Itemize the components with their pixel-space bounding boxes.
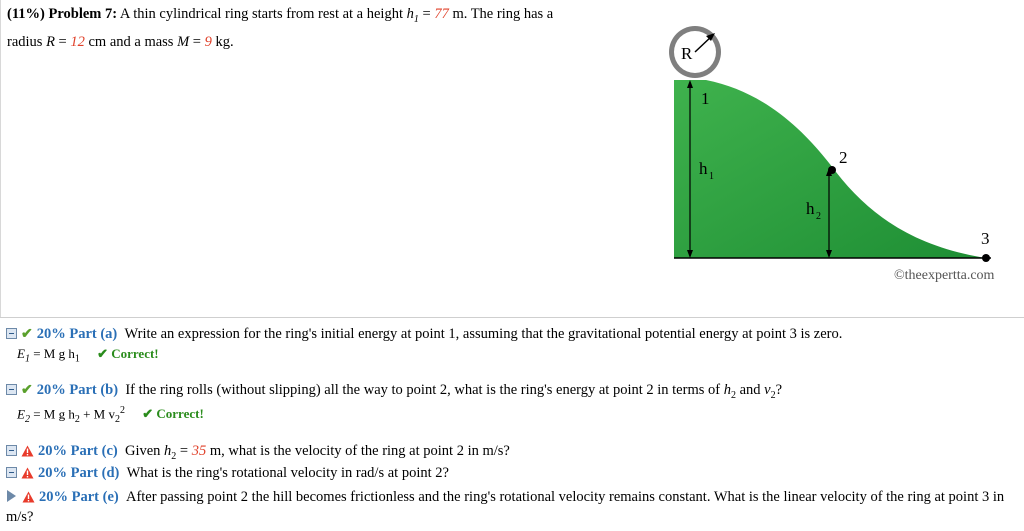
h1-subscript: 1 xyxy=(413,13,419,25)
part-b-answer xyxy=(17,405,204,425)
problem-weight: (11%) xyxy=(7,6,45,22)
correct-badge: ✔ Correct! xyxy=(142,406,204,422)
answer-sub: 2 xyxy=(74,413,80,425)
q-end: ? xyxy=(775,382,783,398)
part-c-question-pre: Given xyxy=(124,443,165,459)
h2-value: 35 xyxy=(191,443,207,459)
part-e-header[interactable]: 20% Part (e) xyxy=(39,489,119,505)
answer-lhs: E xyxy=(17,406,25,422)
correct-badge: ✔ Correct! xyxy=(97,346,159,361)
answer-sup: 2 xyxy=(119,405,125,416)
equals: = xyxy=(54,33,71,50)
part-a-header[interactable]: 20% Part (a) xyxy=(36,326,118,342)
warning-icon xyxy=(21,467,34,479)
answer-mid-sub: 2 xyxy=(114,413,120,425)
part-b xyxy=(6,380,782,406)
q-h-sub: 2 xyxy=(730,389,736,401)
h1-label: h xyxy=(699,159,708,178)
part-b-header[interactable]: 20% Part (b) xyxy=(36,382,119,398)
copyright-notice: ©theexpertta.com xyxy=(894,268,995,283)
M-unit: kg. xyxy=(211,33,234,50)
collapse-part-d-button[interactable] xyxy=(6,467,17,478)
statement-text-2: radius xyxy=(7,33,47,50)
point-2-dot xyxy=(828,166,836,174)
M-value: 9 xyxy=(204,33,212,50)
q-v: v xyxy=(764,382,771,398)
warning-icon xyxy=(21,445,34,457)
equals: = xyxy=(418,6,435,22)
part-d-question: What is the ring's rotational velocity in rad/s at point 2? xyxy=(126,465,449,481)
part-c-question-post: m, what is the velocity of the ring at point 2 in m/s? xyxy=(206,443,510,459)
part-a-question: Write an expression for the ring's initial energy at point 1, assuming that the gravitational potential energy at point 3 is zero. xyxy=(124,326,843,342)
h1-value: 77 xyxy=(434,6,449,22)
collapse-part-a-button[interactable] xyxy=(6,328,17,339)
part-a-answer xyxy=(17,346,159,365)
hill-figure xyxy=(656,22,1006,267)
check-icon: ✔ xyxy=(21,383,33,398)
section-divider xyxy=(0,317,1024,318)
part-a xyxy=(6,324,842,345)
answer-lhs: E xyxy=(17,346,25,361)
part-b-question: If the ring rolls (without slipping) all the way to point 2, what is the ring's energy at point 2 in terms of xyxy=(125,382,721,398)
part-d-header[interactable]: 20% Part (d) xyxy=(38,465,120,481)
collapse-part-c-button[interactable] xyxy=(6,445,17,456)
part-e xyxy=(6,487,1018,527)
part-d xyxy=(6,463,449,483)
answer-mid: + M v xyxy=(79,406,115,422)
answer-lhs-sub: 2 xyxy=(24,413,30,425)
R-symbol: R xyxy=(46,33,55,50)
h1-symbol: h xyxy=(406,6,414,22)
h2-label: h xyxy=(806,199,815,218)
equals: = xyxy=(176,443,192,459)
point-3-dot xyxy=(982,254,990,262)
h1-unit: m. The ring has a xyxy=(448,6,554,22)
R-value: 12 xyxy=(70,33,85,50)
part-c-header[interactable]: 20% Part (c) xyxy=(38,443,118,459)
part-e-question: After passing point 2 the hill becomes frictionless and the ring's rotational velocity remains constant. What is the linear velocity of the ring at point 3 in m/s? xyxy=(6,489,1005,525)
statement-text-1: A thin cylindrical ring starts from rest at a height xyxy=(119,6,403,22)
q-v-sub: 2 xyxy=(770,389,776,401)
ring-icon xyxy=(669,26,721,78)
answer-sub: 1 xyxy=(74,353,80,365)
q-h: h xyxy=(723,382,731,398)
h1-label-sub: 1 xyxy=(709,171,714,182)
R-unit: cm and a mass xyxy=(84,33,178,50)
answer-expression: = M g h xyxy=(29,346,75,361)
check-icon: ✔ xyxy=(21,327,33,342)
ring-radius-label: R xyxy=(681,44,693,63)
answer-expression: = M g h xyxy=(29,406,75,422)
equals: = xyxy=(189,33,205,50)
problem-title: Problem 7: xyxy=(48,6,118,22)
q-and: and xyxy=(735,382,765,398)
q-h-sub: 2 xyxy=(171,450,177,462)
q-h: h xyxy=(164,443,172,459)
collapse-part-b-button[interactable] xyxy=(6,384,17,395)
M-symbol: M xyxy=(177,33,190,50)
warning-icon xyxy=(22,491,35,503)
h2-label-sub: 2 xyxy=(816,211,821,222)
expand-part-e-button[interactable] xyxy=(7,490,16,502)
point-2-label: 2 xyxy=(839,148,848,167)
point-3-label: 3 xyxy=(981,229,990,248)
point-1-label: 1 xyxy=(701,89,710,108)
answer-lhs-sub: 1 xyxy=(24,353,30,365)
problem-statement xyxy=(7,3,647,53)
